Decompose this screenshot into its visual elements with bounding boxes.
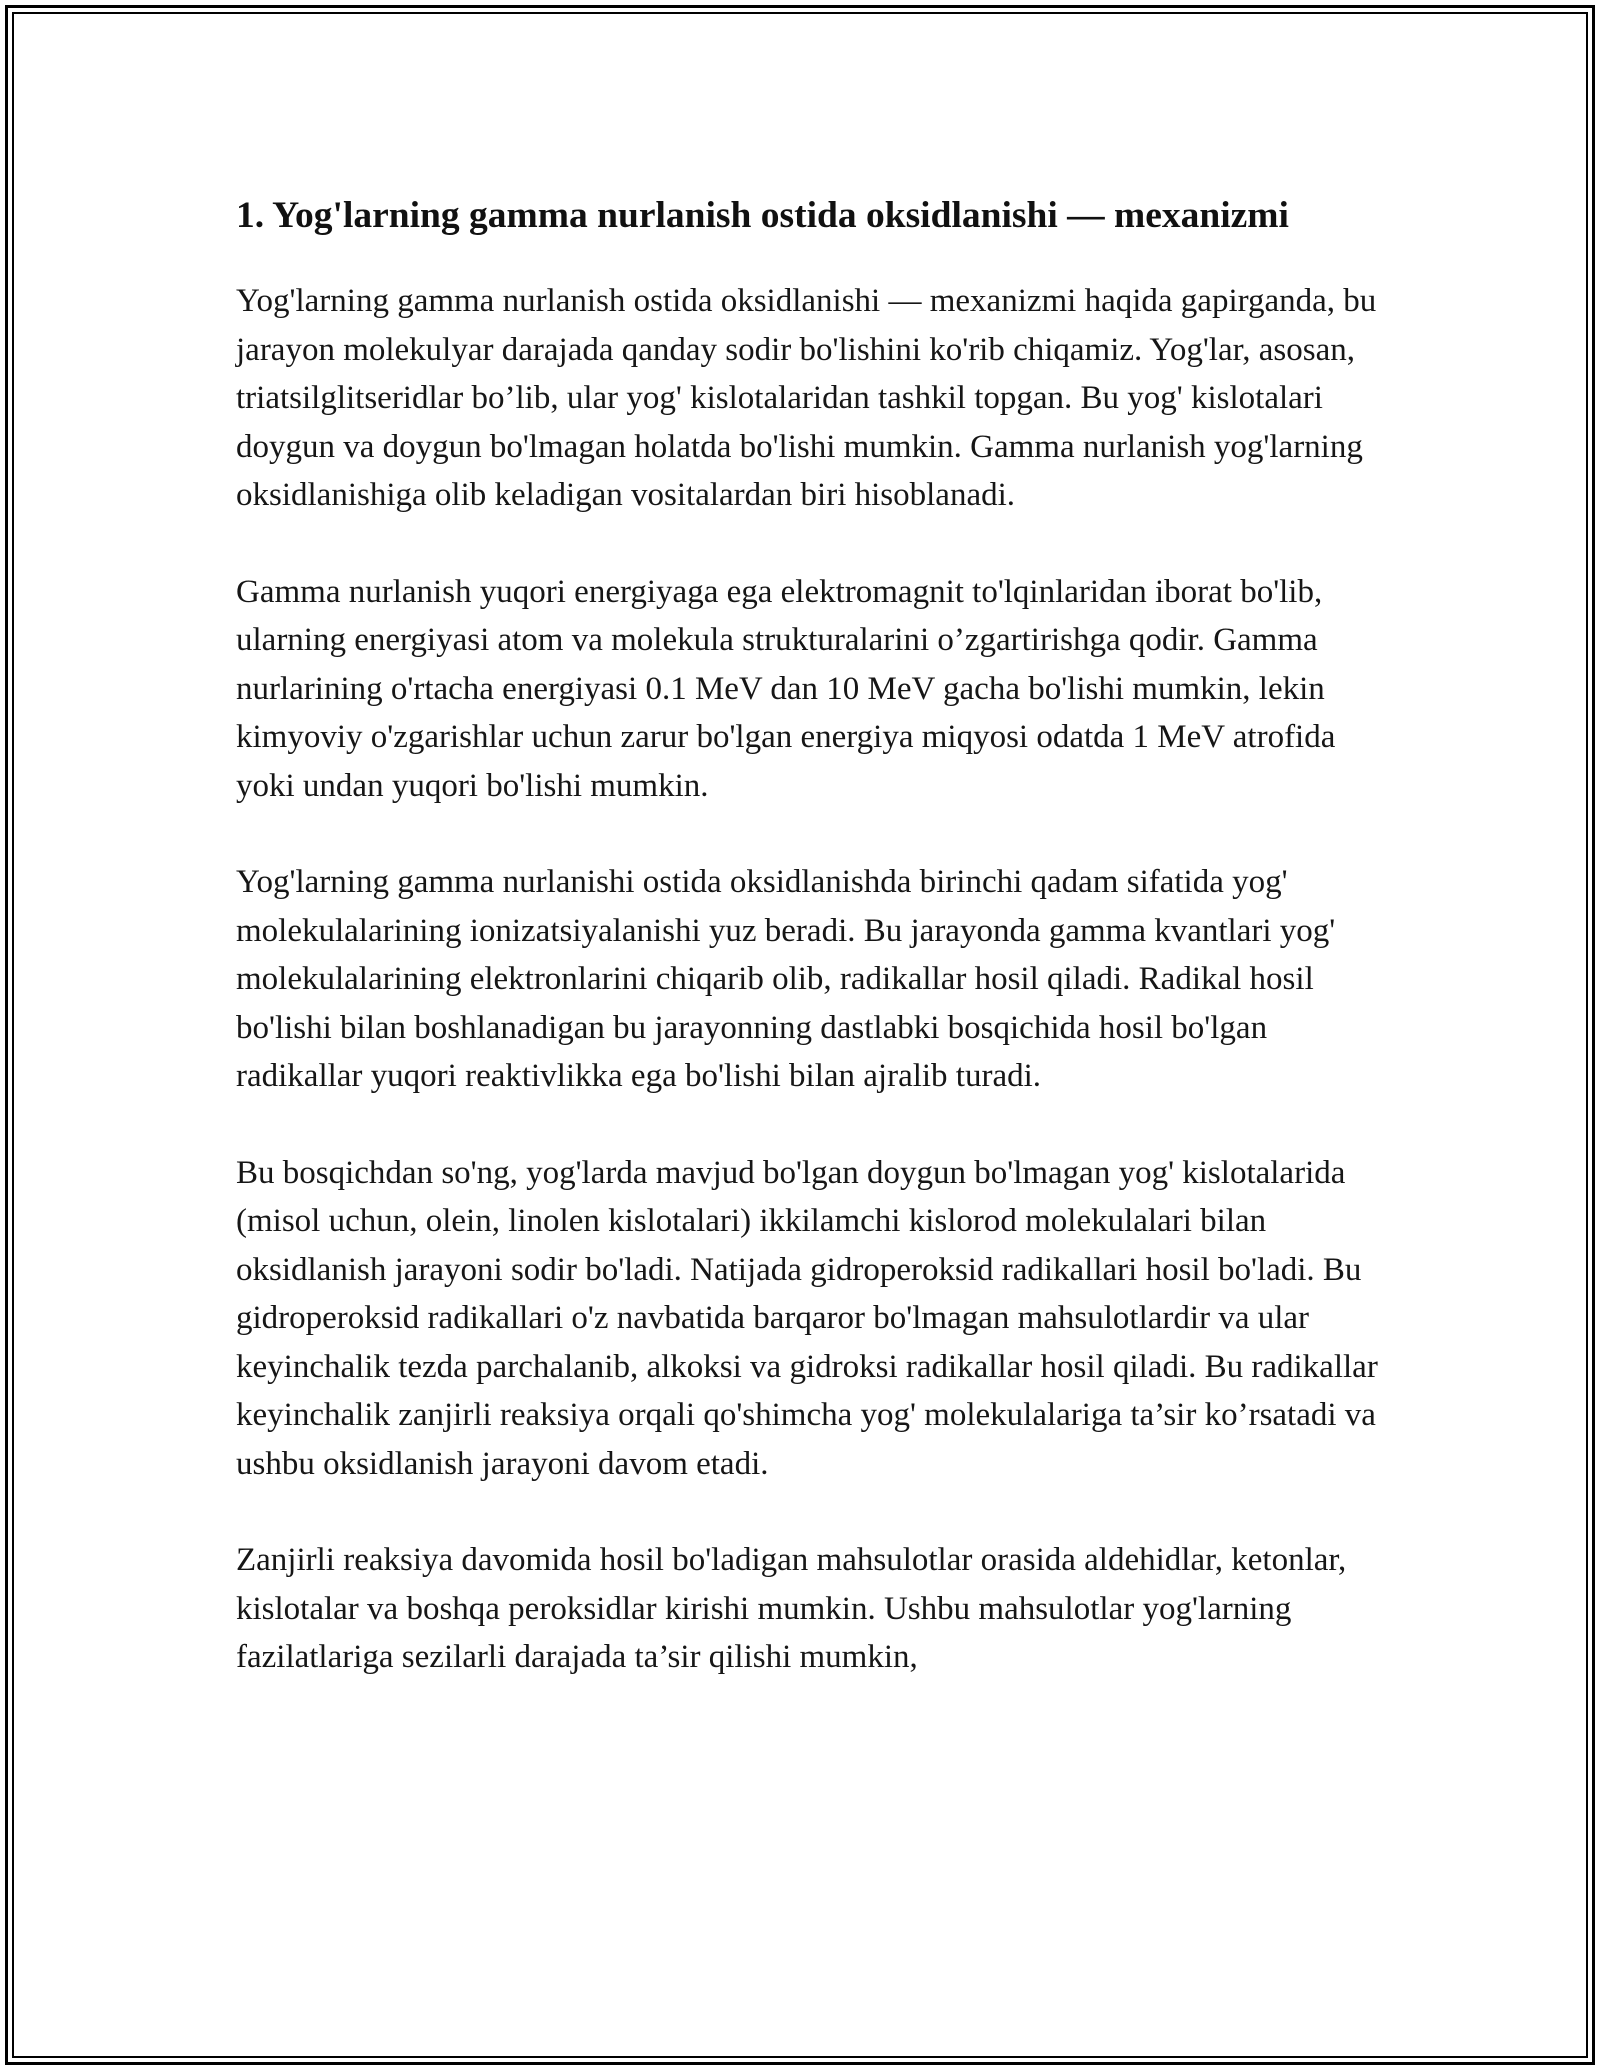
paragraph-2: Gamma nurlanish yuqori energiyaga ega elektromagnit to'lqinlaridan iborat bo'lib, ularning energiyasi atom va molekula strukturalarini o’zgartirishga qodir. Gamma nurlarining o'rtacha energiyasi 0.1 MeV dan 10 MeV gacha bo'lishi mumkin, lekin kimyoviy o'zgarishlar uchun zarur bo'lgan energiya miqyosi odatda 1 MeV atrofida yoki undan yuqori bo'lishi mumkin.: [236, 573, 1336, 804]
paragraph-4: Bu bosqichdan so'ng, yog'larda mavjud bo'lgan doygun bo'lmagan yog' kislotalarida (misol uchun, olein, linolen kislotalari) ikkilamchi kislorod molekulalari bilan oksidlanish jarayoni sodir bo'ladi. Natijada gidroperoksid radikallari hosil bo'ladi. Bu gidroperoksid radikallari o'z navbatida barqaror bo'lmagan mahsulotlardir va ular keyinchalik tezda parchalanib, alkoksi va gidroksi radikallar hosil qiladi. Bu radikallar keyinchalik zanjirli reaksiya orqali qo'shimcha yog' molekulalariga ta’sir ko’rsatadi va ushbu oksidlanish jarayoni davom etadi.: [236, 1154, 1378, 1482]
paragraph-3: Yog'larning gamma nurlanishi ostida oksidlanishda birinchi qadam sifatida yog' molekulalarining ionizatsiyalanishi yuz beradi. Bu jarayonda gamma kvantlari yog' molekulalarining elektronlarini chiqarib olib, radikallar hosil qiladi. Radikal hosil bo'lishi bilan boshlanadigan bu jarayonning dastlabki bosqichida hosil bo'lgan radikallar yuqori reaktivlikka ega bo'lishi bilan ajralib turadi.: [236, 864, 1336, 1094]
paragraph-5: Zanjirli reaksiya davomida hosil bo'ladigan mahsulotlar orasida aldehidlar, ketonlar, kislotalar va boshqa peroksidlar kirishi mumkin. Ushbu mahsulotlar yog'larning fazilatlariga sezilarli darajada ta’sir qilishi mumkin,: [236, 1542, 1347, 1675]
paragraph-1: Yog'larning gamma nurlanish ostida oksidlanishi — mexanizmi haqida gapirganda, bu jarayon molekulyar darajada qanday sodir bo'lishini ko'rib chiqamiz. Yog'lar, asosan, triatsilglitseridlar bo’lib, ular yog' kislotalaridan tashkil topgan. Bu yog' kislotalari doygun va doygun bo'lmagan holatda bo'lishi mumkin. Gamma nurlanish yog'larning oksidlanishiga olib keladigan vositalardan biri hisoblanadi.: [236, 283, 1377, 513]
section-heading: 1. Yog'larning gamma nurlanish ostida oksidlanishi — mexanizmi: [236, 195, 1289, 236]
document-body: [236, 188, 1386, 1730]
